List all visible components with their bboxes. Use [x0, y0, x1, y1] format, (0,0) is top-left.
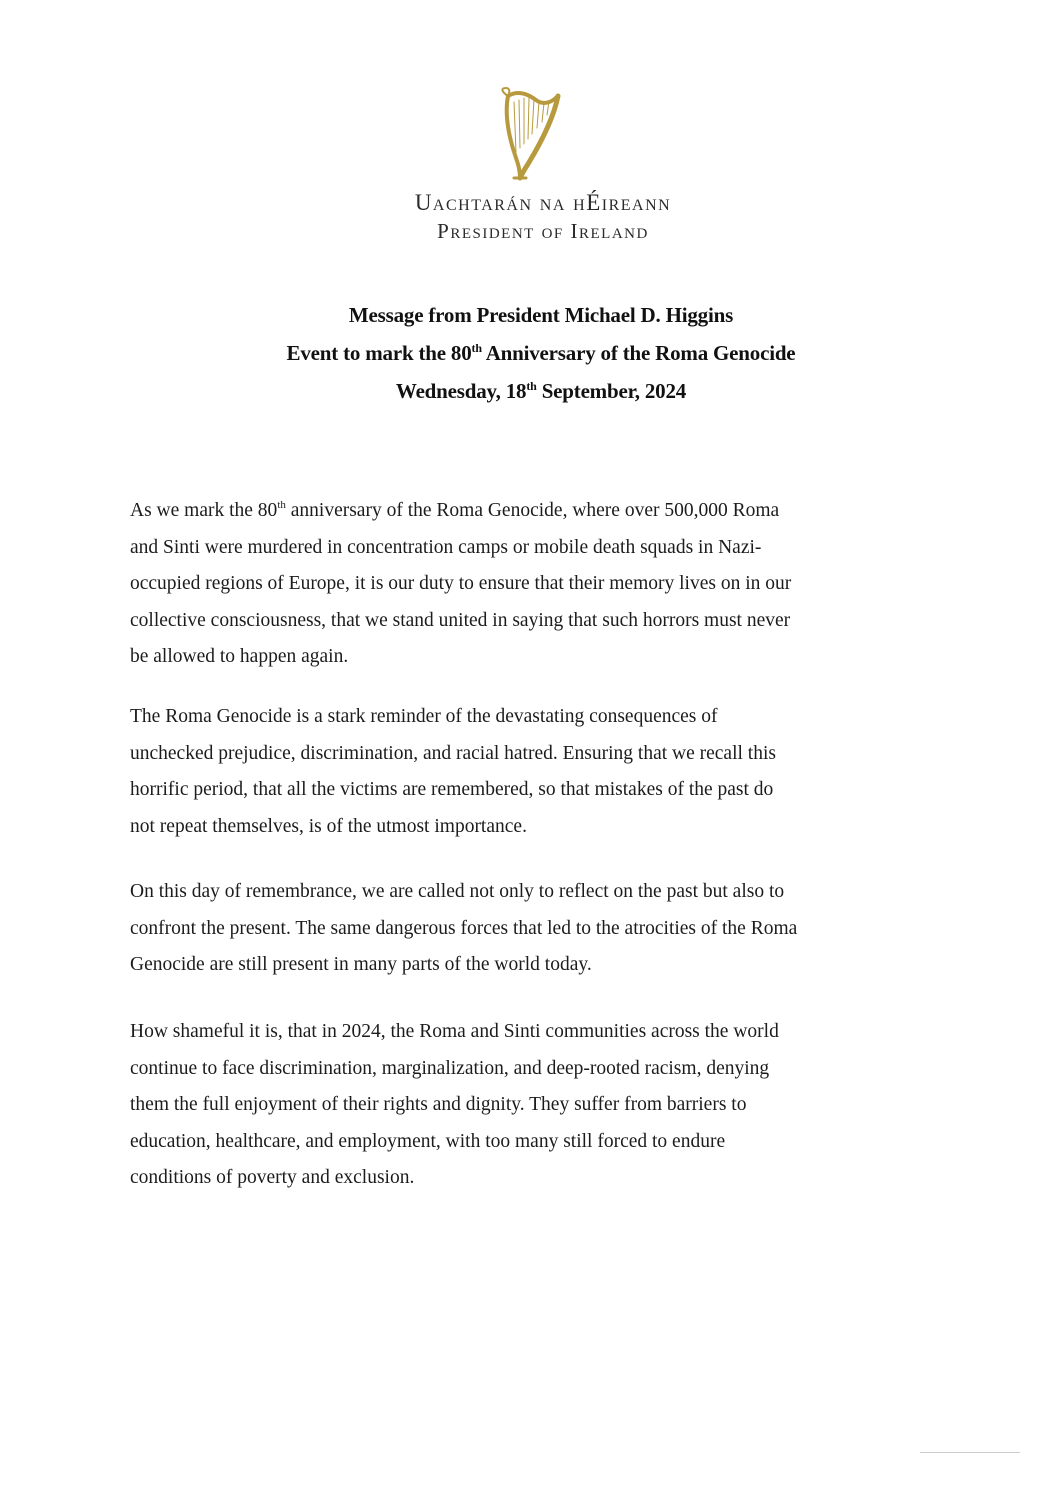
event-date: Wednesday, 18th September, 2024 — [395, 379, 687, 403]
text-line: How shameful it is, that in 2024, the Roma and Sinti communities across the world — [130, 1021, 779, 1042]
text-line: As we mark the 80th anniversary of the Roma Genocide, where over 500,000 Roma — [130, 499, 780, 521]
text-line: occupied regions of Europe, it is our duty to ensure that their memory lives on in our — [130, 573, 792, 594]
text-line: confront the present. The same dangerous forces that led to the atrocities of the Roma — [130, 917, 798, 939]
text-line: Genocide are still present in many parts of the world today. — [130, 954, 592, 975]
harp-icon — [494, 86, 570, 182]
text-line: education, healthcare, and employment, with too many still forced to endure — [130, 1130, 726, 1152]
paragraph-1 — [130, 487, 930, 676]
text-line: them the full enjoyment of their rights and dignity. They suffer from barriers to — [130, 1094, 747, 1115]
text-line: not repeat themselves, is of the utmost importance. — [130, 815, 527, 837]
text-line: conditions of poverty and exclusion. — [130, 1167, 415, 1188]
text-line: collective consciousness, that we stand united in saying that such horrors must never — [130, 609, 791, 631]
office-title-irish: Uachtarán na hÉireann — [414, 190, 672, 215]
paragraph-4 — [130, 1014, 930, 1197]
paragraph-3 — [130, 874, 930, 984]
text-line: unchecked prejudice, discrimination, and racial hatred. Ensuring that we recall this — [130, 742, 776, 764]
message-title: Message from President Michael D. Higgins — [348, 303, 734, 327]
scan-edge-mark — [920, 1452, 1020, 1453]
paragraph-2 — [130, 699, 930, 845]
text-line: On this day of remembrance, we are called not only to reflect on the past but also to — [130, 881, 785, 902]
text-line: continue to face discrimination, marginalization, and deep-rooted racism, denying — [130, 1057, 770, 1079]
text-line: be allowed to happen again. — [130, 646, 349, 667]
text-line: horrific period, that all the victims are remembered, so that mistakes of the past do — [130, 779, 774, 800]
text-line: The Roma Genocide is a stark reminder of the devastating consequences of — [130, 706, 718, 727]
event-title: Event to mark the 80th Anniversary of the Roma Genocide — [286, 341, 796, 365]
text-line: and Sinti were murdered in concentration camps or mobile death squads in Nazi- — [130, 536, 762, 558]
office-title-english: President of Ireland — [437, 219, 649, 243]
